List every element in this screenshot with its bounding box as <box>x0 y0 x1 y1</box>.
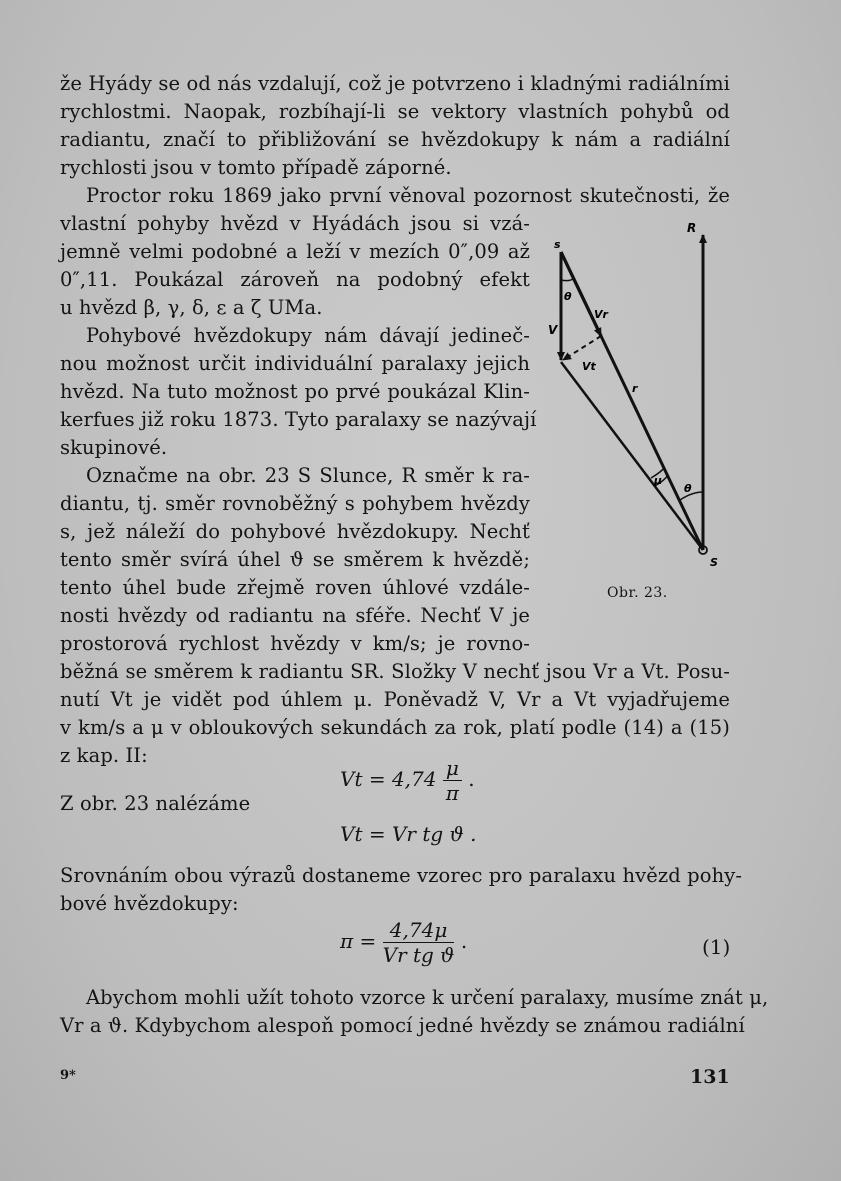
label-theta-2: θ <box>684 482 692 495</box>
text-line-7: jemně velmi podobné a leží v mezích 0″,09 až <box>60 240 530 263</box>
text-line-4: rychlosti jsou v tomto případě záporné. <box>60 156 452 179</box>
label-r: r <box>632 382 638 395</box>
equation-parallax <box>340 918 467 967</box>
eq1-lhs: Vt = 4,74 <box>340 767 437 791</box>
equation-velocity <box>340 756 475 805</box>
label-Vr: Vr <box>594 308 608 321</box>
text-line-25: z kap. II: <box>60 744 148 767</box>
text-line-16: diantu, tj. směr rovnoběžný s pohybem hvězdy <box>60 492 530 515</box>
eq3-denominator: Vr tg ϑ <box>382 943 455 967</box>
text-line-10: Pohybové hvězdokupy nám dávají jedineč- <box>86 324 530 347</box>
eq1-denominator: π <box>445 781 459 805</box>
text-line-6: vlastní pohyby hvězd v Hyádách jsou si vzá- <box>60 212 530 235</box>
text-line-23: nutí Vt je vidět pod úhlem μ. Poněvadž V, Vr a Vt vyjadřujeme <box>60 688 730 711</box>
text-line-20: nosti hvězdy od radiantu na sféře. Nechť V je <box>60 604 530 627</box>
text-line-18: tento směr svírá úhel ϑ se směrem k hvězdě; <box>60 548 530 571</box>
signature-mark: 9* <box>60 1068 76 1083</box>
text-line-17: s, jež náleží do pohybové hvězdokupy. Nechť <box>60 520 530 543</box>
text-line-15: Označme na obr. 23 S Slunce, R směr k ra- <box>86 464 530 487</box>
text-line-2: rychlostmi. Naopak, rozbíhají-li se vektory vlastních pohybů od <box>60 100 730 123</box>
figure-caption: Obr. 23. <box>607 585 668 601</box>
text-line-28: bové hvězdokupy: <box>60 892 239 915</box>
equation-tangential: Vt = Vr tg ϑ . <box>340 822 477 846</box>
text-line-27: Srovnáním obou výrazů dostaneme vzorec pro paralaxu hvězd pohy- <box>60 864 743 887</box>
text-line-9: u hvězd β, γ, δ, ε a ζ UMa. <box>60 296 323 319</box>
text-line-22: běžná se směrem k radiantu SR. Složky V nechť jsou Vr a Vt. Posu- <box>60 660 730 683</box>
text-line-12: hvězd. Na tuto možnost po prvé poukázal Klin- <box>60 380 530 403</box>
page-number: 131 <box>690 1066 730 1088</box>
figure-23-diagram <box>530 210 760 590</box>
text-line-5: Proctor roku 1869 jako první věnoval pozornost skutečnosti, že <box>86 184 730 207</box>
label-V: V <box>548 323 558 337</box>
label-R: R <box>687 221 697 235</box>
text-line-13: kerfues již roku 1873. Tyto paralaxy se nazývají <box>60 408 537 431</box>
text-line-24: v km/s a μ v obloukových sekundách za rok, platí podle (14) a (15) <box>60 716 730 739</box>
eq3-fraction <box>383 918 455 967</box>
eq1-fraction <box>443 756 462 805</box>
text-line-21: prostorová rychlost hvězdy v km/s; je rovno- <box>60 632 530 655</box>
text-line-30: Vr a ϑ. Kdybychom alespoň pomocí jedné hvězdy se známou radiální <box>60 1014 745 1037</box>
eq1-numerator: μ <box>443 756 462 781</box>
text-line-3: radiantu, značí to přibližování se hvězdokupy k nám a radiální <box>60 128 730 151</box>
text-line-14: skupinové. <box>60 436 168 459</box>
label-s: s <box>554 238 561 251</box>
text-line-8: 0″,11. Poukázal zároveň na podobný efekt <box>60 268 530 291</box>
label-theta-1: θ <box>564 290 572 303</box>
text-line-19: tento úhel bude zřejmě roven úhlové vzdále- <box>60 576 530 599</box>
eq1-tail: . <box>468 767 475 791</box>
label-mu: μ <box>654 474 663 487</box>
tangential-component-Vt <box>563 336 601 360</box>
eq3-lhs: π = <box>340 929 377 953</box>
eq3-numerator: 4,74μ <box>383 918 455 943</box>
label-Vt: Vt <box>582 360 596 373</box>
text-line-29: Abychom mohli užít tohoto vzorce k určení paralaxy, musíme znát μ, <box>86 986 769 1009</box>
equation-number: (1) <box>702 935 731 959</box>
eq3-tail: . <box>460 929 468 953</box>
text-line-26: Z obr. 23 nalézáme <box>60 792 251 815</box>
label-S: S <box>710 556 718 569</box>
text-line-11: nou možnost určit individuální paralaxy jejich <box>60 352 530 375</box>
text-line-1: že Hyády se od nás vzdalují, což je potvrzeno i kladnými radiálními <box>60 72 730 95</box>
